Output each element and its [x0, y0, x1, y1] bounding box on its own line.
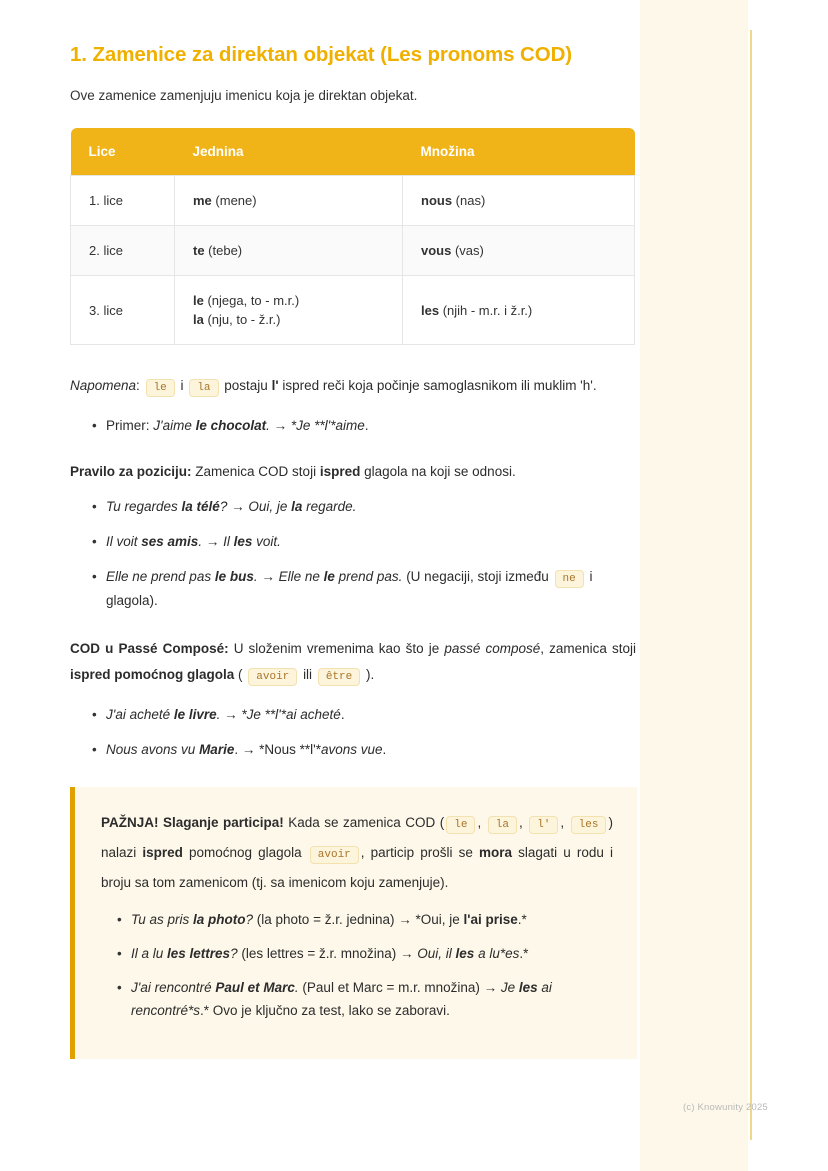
code-chip-etre: être	[318, 668, 360, 686]
ex-bold-2: l'ai prise	[463, 912, 518, 927]
cell-mnozina-gloss: (nas)	[452, 193, 486, 208]
ex-italic-1: Tu as pris	[131, 912, 194, 927]
list-item	[92, 415, 636, 437]
ex-italic-1: Elle ne prend pas	[106, 569, 215, 584]
cell-jednina-gloss: (tebe)	[204, 243, 243, 258]
example-tail: .	[364, 418, 369, 433]
ex-plain-1: (Paul et Marc = m.r. množina) →	[298, 980, 501, 995]
ex-italic-2: . → *Je **l'*	[216, 707, 287, 722]
ex-bold-1: Paul et Marc	[215, 980, 295, 995]
intro-paragraph: Ove zamenice zamenjuju imenicu koja je direktan objekat.	[70, 88, 418, 103]
table-row	[71, 226, 635, 276]
cell-jednina	[175, 276, 403, 345]
ex-plain-2: .*	[519, 946, 529, 961]
cell-jednina-pronoun: te	[193, 243, 205, 258]
passe-text-4: ili	[303, 667, 313, 682]
cell-mnozina	[403, 276, 635, 345]
position-rule-bold-2: ispred	[319, 464, 361, 479]
list-item	[92, 704, 636, 726]
ex-bold-1: le bus	[214, 569, 254, 584]
attention-callout	[70, 787, 637, 1059]
ex-italic-3: prend pas.	[334, 569, 403, 584]
position-rule-text-1: Zamenica COD stoji	[191, 464, 320, 479]
note-colon: :	[136, 378, 140, 393]
example-bold-1: le chocolat	[195, 418, 267, 433]
example-italic-3: aime	[335, 418, 365, 433]
cell-jednina-gloss: (mene)	[211, 193, 257, 208]
ex-plain-2: .* Ovo je ključno za test, lako se zaboravi.	[200, 1003, 450, 1018]
code-chip-les: les	[571, 816, 607, 834]
list-item	[117, 942, 613, 965]
ex-plain-tail: (U negaciji, stoji između	[402, 569, 549, 584]
note-text-mid: postaju	[224, 378, 268, 393]
cell-jednina-gloss-2: (nju, to - ž.r.)	[203, 312, 281, 327]
list-item	[92, 496, 636, 518]
note-text-end: ispred reči koja počinje samoglasnikom ili muklim 'h'.	[282, 378, 597, 393]
ex-italic-1: Il a lu	[131, 946, 168, 961]
ex-tail: .	[382, 742, 387, 757]
list-item	[92, 739, 636, 761]
passe-example-list	[70, 704, 636, 761]
ex-italic-1: J'ai rencontré	[131, 980, 216, 995]
passe-compose-paragraph	[70, 636, 636, 690]
example-prefix: Primer:	[106, 418, 150, 433]
ex-bold-1: les lettres	[167, 946, 231, 961]
cell-jednina-pronoun: me	[193, 193, 212, 208]
cell-mnozina-gloss: (njih - m.r. i ž.r.)	[439, 302, 533, 318]
callout-text-3: pomoćnog glagola	[182, 845, 308, 860]
ex-plain-tail-2: i glagola).	[106, 569, 593, 608]
right-vertical-rule	[750, 30, 752, 1140]
ex-italic-2: ? → Oui, je	[219, 499, 292, 514]
ex-italic-3: voit.	[252, 534, 281, 549]
column-header-mnozina: Množina	[403, 128, 635, 176]
code-chip-le: le	[446, 816, 475, 834]
ex-italic-4: ai rencontré*s	[131, 980, 552, 1018]
ex-bold-2: le	[323, 569, 335, 584]
position-rule-text-2: glagola na koji se odnosi.	[360, 464, 516, 479]
copyright-footer: (c) Knowunity 2025	[683, 1102, 768, 1113]
code-chip-avoir: avoir	[310, 846, 359, 864]
cell-mnozina-pronoun: vous	[421, 243, 452, 258]
ex-plain-2: . → *Nous **l'*	[234, 742, 321, 757]
callout-title: PAŽNJA! Slaganje participa!	[101, 815, 284, 830]
ex-bold-1: Marie	[199, 742, 235, 757]
code-chip-la: la	[488, 816, 517, 834]
table-row	[71, 176, 635, 226]
example-italic-1: J'aime	[153, 418, 196, 433]
callout-lead	[101, 809, 613, 896]
cell-jednina-pronoun-2: la	[193, 312, 204, 327]
passe-text-5: ).	[366, 667, 375, 682]
list-item	[92, 566, 636, 612]
ex-plain-1: (la photo = ž.r. jednina) → *Oui, je	[253, 912, 464, 927]
table-row	[71, 276, 635, 345]
cell-jednina	[175, 176, 403, 226]
example-italic-2: . → *Je **l'*	[266, 418, 336, 433]
ex-italic-2: . → Elle ne	[253, 569, 324, 584]
ex-italic-2: .	[294, 980, 299, 995]
callout-bold-3: mora	[479, 845, 513, 860]
code-chip-lapostrophe: l'	[529, 816, 558, 834]
ex-italic-3: Oui, il	[417, 946, 456, 961]
ex-italic-4: a lu*es	[474, 946, 520, 961]
callout-text-5: slagati u rodu i broju sa tom zamenicom (tj. sa imenicom koju zamenjuje).	[101, 845, 613, 890]
ex-italic-3: avons vue	[320, 742, 383, 757]
cell-lice: 1. lice	[71, 176, 175, 226]
ex-italic-2: ?	[230, 946, 238, 961]
table-header-row	[71, 128, 635, 176]
ex-bold-2: la	[291, 499, 303, 514]
passe-bold-2: ispred pomoćnog glagola	[70, 667, 235, 682]
code-chip-la: la	[189, 379, 218, 397]
page-title: 1. Zamenice za direktan objekat (Les pronoms COD)	[70, 43, 573, 66]
passe-compose-label: COD u Passé Composé:	[70, 641, 229, 656]
cell-mnozina	[403, 176, 635, 226]
callout-text-1: Kada se zamenica COD (	[283, 815, 445, 830]
ex-plain-1: (les lettres = ž.r. množina) →	[237, 946, 418, 961]
passe-text-3: (	[234, 667, 243, 682]
note-label: Napomena	[70, 378, 137, 393]
cell-mnozina-pronoun: nous	[421, 193, 453, 208]
ex-bold-1: le livre	[173, 707, 217, 722]
callout-text-4: , particip prošli se	[360, 845, 479, 860]
code-chip-ne: ne	[555, 570, 584, 588]
note-and: i	[180, 378, 184, 393]
ex-italic-3: regarde.	[302, 499, 357, 514]
position-rule-label: Pravilo za poziciju:	[70, 464, 192, 479]
note-example-list	[70, 415, 636, 437]
right-cream-strip	[640, 0, 748, 1171]
callout-comma-1: ,	[477, 815, 482, 830]
cell-lice: 2. lice	[71, 226, 175, 276]
list-item	[117, 976, 613, 1022]
ex-italic-1: J'ai acheté	[106, 707, 174, 722]
ex-plain-2: .*	[517, 912, 527, 927]
ex-italic-2: . → Il	[198, 534, 234, 549]
column-header-lice: Lice	[71, 128, 175, 176]
column-header-jednina: Jednina	[175, 128, 403, 176]
callout-text-2: ) nalazi	[101, 815, 613, 860]
callout-bold-2: ispred	[142, 845, 183, 860]
ex-tail: .	[340, 707, 345, 722]
cell-mnozina-pronoun: les	[421, 302, 440, 318]
position-rule	[70, 461, 636, 482]
note-paragraph	[70, 373, 636, 401]
ex-italic-3: ai acheté	[286, 707, 341, 722]
ex-italic-3: Je	[500, 980, 519, 995]
ex-italic-1: Tu regardes	[106, 499, 182, 514]
cell-mnozina-gloss: (vas)	[451, 243, 484, 258]
ex-bold-2: les	[233, 534, 253, 549]
passe-italic-1: passé composé	[444, 641, 541, 656]
passe-text-1: U složenim vremenima kao što je	[228, 641, 445, 656]
cod-pronouns-table	[70, 128, 635, 345]
callout-comma-2: ,	[518, 815, 523, 830]
note-bold-lapostrophe: l'	[271, 378, 279, 393]
ex-bold-1: la photo	[193, 912, 246, 927]
ex-italic-1: Nous avons vu	[106, 742, 200, 757]
ex-italic-2: ?	[245, 912, 254, 927]
ex-bold-2: les	[455, 946, 475, 961]
callout-comma-3: ,	[560, 815, 565, 830]
ex-bold-1: la télé	[181, 499, 220, 514]
position-example-list	[70, 496, 636, 612]
list-item	[117, 908, 613, 931]
ex-bold-1: ses amis	[141, 534, 199, 549]
code-chip-avoir: avoir	[248, 668, 297, 686]
ex-italic-1: Il voit	[106, 534, 142, 549]
passe-text-2: , zamenica stoji	[540, 641, 636, 656]
cell-mnozina	[403, 226, 635, 276]
cell-jednina-gloss: (njega, to - m.r.)	[203, 293, 300, 308]
ex-bold-2: les	[518, 980, 538, 995]
list-item	[92, 531, 636, 553]
document-content	[70, 0, 636, 1059]
cell-lice: 3. lice	[71, 276, 175, 345]
cell-jednina	[175, 226, 403, 276]
code-chip-le: le	[146, 379, 175, 397]
cell-jednina-pronoun: le	[193, 293, 204, 308]
callout-example-list	[101, 908, 613, 1022]
